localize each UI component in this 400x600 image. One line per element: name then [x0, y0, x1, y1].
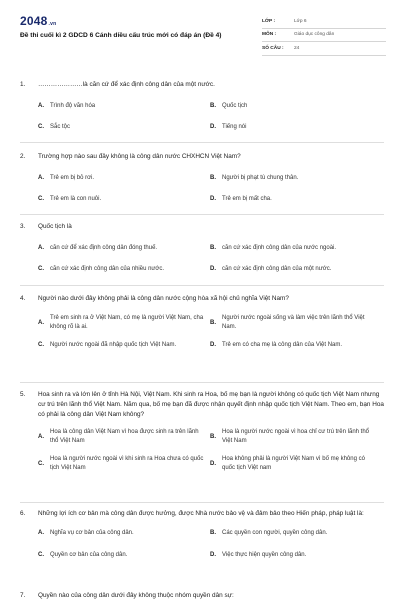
option-text: Trẻ em có cha mẹ là công dân của Việt Nam.: [222, 342, 343, 348]
options: [38, 529, 384, 560]
option-text: căn cứ xác định công dân của nước ngoài.: [222, 245, 337, 251]
option-label: A.: [38, 103, 44, 109]
option-label: C.: [38, 460, 44, 467]
question-5: [20, 390, 384, 473]
question-text: Trường hợp nào sau đây không là công dân nước CHXHCN Việt Nam?: [38, 153, 241, 160]
option-a[interactable]: [38, 174, 210, 183]
question-text: Quyền nào của công dân dưới đây không thuộc nhóm quyền dân sự:: [38, 592, 234, 599]
divider: [20, 142, 384, 143]
option-text: căn cứ để xác định công dân đóng thuế.: [50, 245, 158, 251]
divider: [20, 285, 384, 286]
option-c[interactable]: [38, 265, 210, 274]
document-header: [20, 14, 386, 76]
option-a[interactable]: [38, 529, 210, 538]
divider: [20, 214, 384, 215]
option-label: B.: [210, 245, 216, 251]
options: [38, 314, 384, 350]
option-d[interactable]: [210, 551, 382, 560]
option-d[interactable]: [210, 455, 382, 473]
option-text: Sắc tộc: [50, 124, 71, 130]
question-2: [20, 152, 384, 204]
question-4: [20, 294, 384, 350]
option-text: Hoa là người nước ngoài vì hoa chỉ cư trú trên lãnh thổ Việt Nam: [222, 429, 369, 444]
option-label: D.: [210, 266, 216, 272]
info-value: 24: [294, 45, 300, 51]
option-label: C.: [38, 196, 44, 202]
option-text: Hoa là công dân Việt Nam vì hoa được sinh ra trên lãnh thổ Việt Nam: [50, 429, 199, 444]
info-row-count: [262, 42, 386, 56]
option-a[interactable]: [38, 102, 210, 111]
info-row-subject: [262, 29, 386, 43]
option-text: căn cứ xác định công dân của nhiều nước.: [50, 266, 165, 272]
option-label: A.: [38, 319, 44, 326]
site-logo[interactable]: [20, 14, 250, 28]
option-label: B.: [210, 433, 216, 440]
logo-text: 2048: [20, 14, 48, 28]
info-value: Giáo dục công dân: [294, 32, 335, 38]
question-number: 5.: [20, 391, 26, 398]
question-number: 7.: [20, 592, 26, 599]
options: [38, 102, 384, 132]
question-number: 3.: [20, 223, 26, 230]
option-label: B.: [210, 103, 216, 109]
option-a[interactable]: [38, 244, 210, 253]
question-1: [20, 80, 384, 132]
logo-suffix: .vn: [48, 21, 57, 27]
header-left: [20, 14, 250, 76]
option-text: Trẻ em là con nuôi.: [50, 196, 102, 202]
question-3: [20, 222, 384, 274]
question-number: 6.: [20, 510, 26, 517]
option-c[interactable]: [38, 455, 210, 473]
option-text: Trẻ em bị bỏ rơi.: [50, 175, 95, 181]
question-text: Người nào dưới đây không phải là công dân nước cộng hòa xã hội chủ nghĩa Việt Nam?: [38, 295, 289, 302]
option-b[interactable]: [210, 244, 382, 253]
option-label: A.: [38, 175, 44, 181]
option-b[interactable]: [210, 529, 382, 538]
option-b[interactable]: [210, 102, 382, 111]
option-text: Trình độ văn hóa: [50, 103, 96, 109]
option-b[interactable]: [210, 314, 382, 332]
option-label: D.: [210, 460, 216, 467]
options: [38, 428, 384, 473]
option-a[interactable]: [38, 314, 210, 332]
option-text: Hoa là người nước ngoài vì khi sinh ra Hoa chưa có quốc tịch Việt Nam: [50, 456, 204, 471]
option-d[interactable]: [210, 195, 382, 204]
option-text: Các quyền con người, quyền công dân.: [222, 530, 328, 536]
option-text: Quyền cơ bản của công dân.: [50, 552, 128, 558]
options: [38, 244, 384, 274]
option-text: Tiếng nói: [222, 124, 247, 130]
option-label: B.: [210, 530, 216, 536]
question-text: …………………là căn cứ để xác định công dân của một nước.: [38, 81, 215, 88]
option-b[interactable]: [210, 174, 382, 183]
option-text: Người nước ngoài đã nhập quốc tịch Việt Nam.: [50, 342, 177, 348]
option-text: Người nước ngoài sống và làm việc trên lãnh thổ Việt Nam.: [222, 315, 365, 330]
question-6: [20, 509, 384, 560]
option-d[interactable]: [210, 341, 382, 350]
option-b[interactable]: [210, 428, 382, 446]
option-text: căn cứ xác định công dân của một nước.: [222, 266, 332, 272]
option-label: C.: [38, 342, 44, 348]
question-number: 1.: [20, 81, 26, 88]
option-label: C.: [38, 266, 44, 272]
info-row-grade: [262, 15, 386, 29]
info-key: MÔN :: [262, 32, 277, 38]
option-label: A.: [38, 433, 44, 440]
option-text: Người bị phạt tù chung thân.: [222, 175, 299, 181]
option-d[interactable]: [210, 123, 382, 132]
options: [38, 174, 384, 204]
question-text: Những lợi ích cơ bản mà công dân được hưởng, được Nhà nước bảo vệ và đảm bảo theo Hiến pháp, pháp luật là:: [38, 510, 364, 517]
option-c[interactable]: [38, 551, 210, 560]
document-title: Đề thi cuối kì 2 GDCD 6 Cánh diều cấu trúc mới có đáp án (Đề 4): [20, 32, 222, 39]
option-c[interactable]: [38, 123, 210, 132]
option-text: Trẻ em bị mất cha.: [222, 196, 272, 202]
question-text: Quốc tịch là: [38, 223, 72, 230]
option-text: Nghĩa vụ cơ bản của công dân.: [50, 530, 134, 536]
option-text: Trẻ em sinh ra ở Việt Nam, có mẹ là người Việt Nam, cha không rõ là ai.: [50, 315, 204, 330]
divider: [20, 382, 384, 383]
question-text: Hoa sinh ra và lớn lên ở tỉnh Hà Nội, Việt Nam. Khi sinh ra Hoa, bố mẹ bạn là người không có quốc tịch Việt Nam nhưng cư trú trên lãnh thổ Việt Nam. Năm qua, bố mẹ bạn đã được nhận quyết định nhập quốc tịch Việt Nam. Theo em, bạn Hoa có phải là công dân Việt Nam không?: [38, 391, 384, 418]
option-label: C.: [38, 124, 44, 130]
option-label: D.: [210, 196, 216, 202]
question-number: 2.: [20, 153, 26, 160]
info-box: [262, 15, 386, 76]
option-label: D.: [210, 124, 216, 130]
option-d[interactable]: [210, 265, 382, 274]
option-text: Quốc tịch: [222, 103, 248, 109]
option-label: B.: [210, 319, 216, 326]
option-label: C.: [38, 552, 44, 558]
option-label: A.: [38, 530, 44, 536]
info-key: SỐ CÂU :: [262, 45, 284, 51]
option-text: Việc thực hiện quyền công dân.: [222, 552, 307, 558]
option-label: B.: [210, 175, 216, 181]
option-a[interactable]: [38, 428, 210, 446]
option-c[interactable]: [38, 341, 210, 350]
info-key: LỚP :: [262, 18, 276, 24]
option-label: D.: [210, 342, 216, 348]
option-label: D.: [210, 552, 216, 558]
info-value: Lớp 6: [294, 18, 307, 24]
option-text: Hoa không phải là người Việt Nam vì bố mẹ không có quốc tịch Việt nam: [222, 456, 365, 471]
divider: [20, 502, 384, 503]
option-c[interactable]: [38, 195, 210, 204]
question-number: 4.: [20, 295, 26, 302]
option-label: A.: [38, 245, 44, 251]
question-7: [20, 591, 384, 600]
